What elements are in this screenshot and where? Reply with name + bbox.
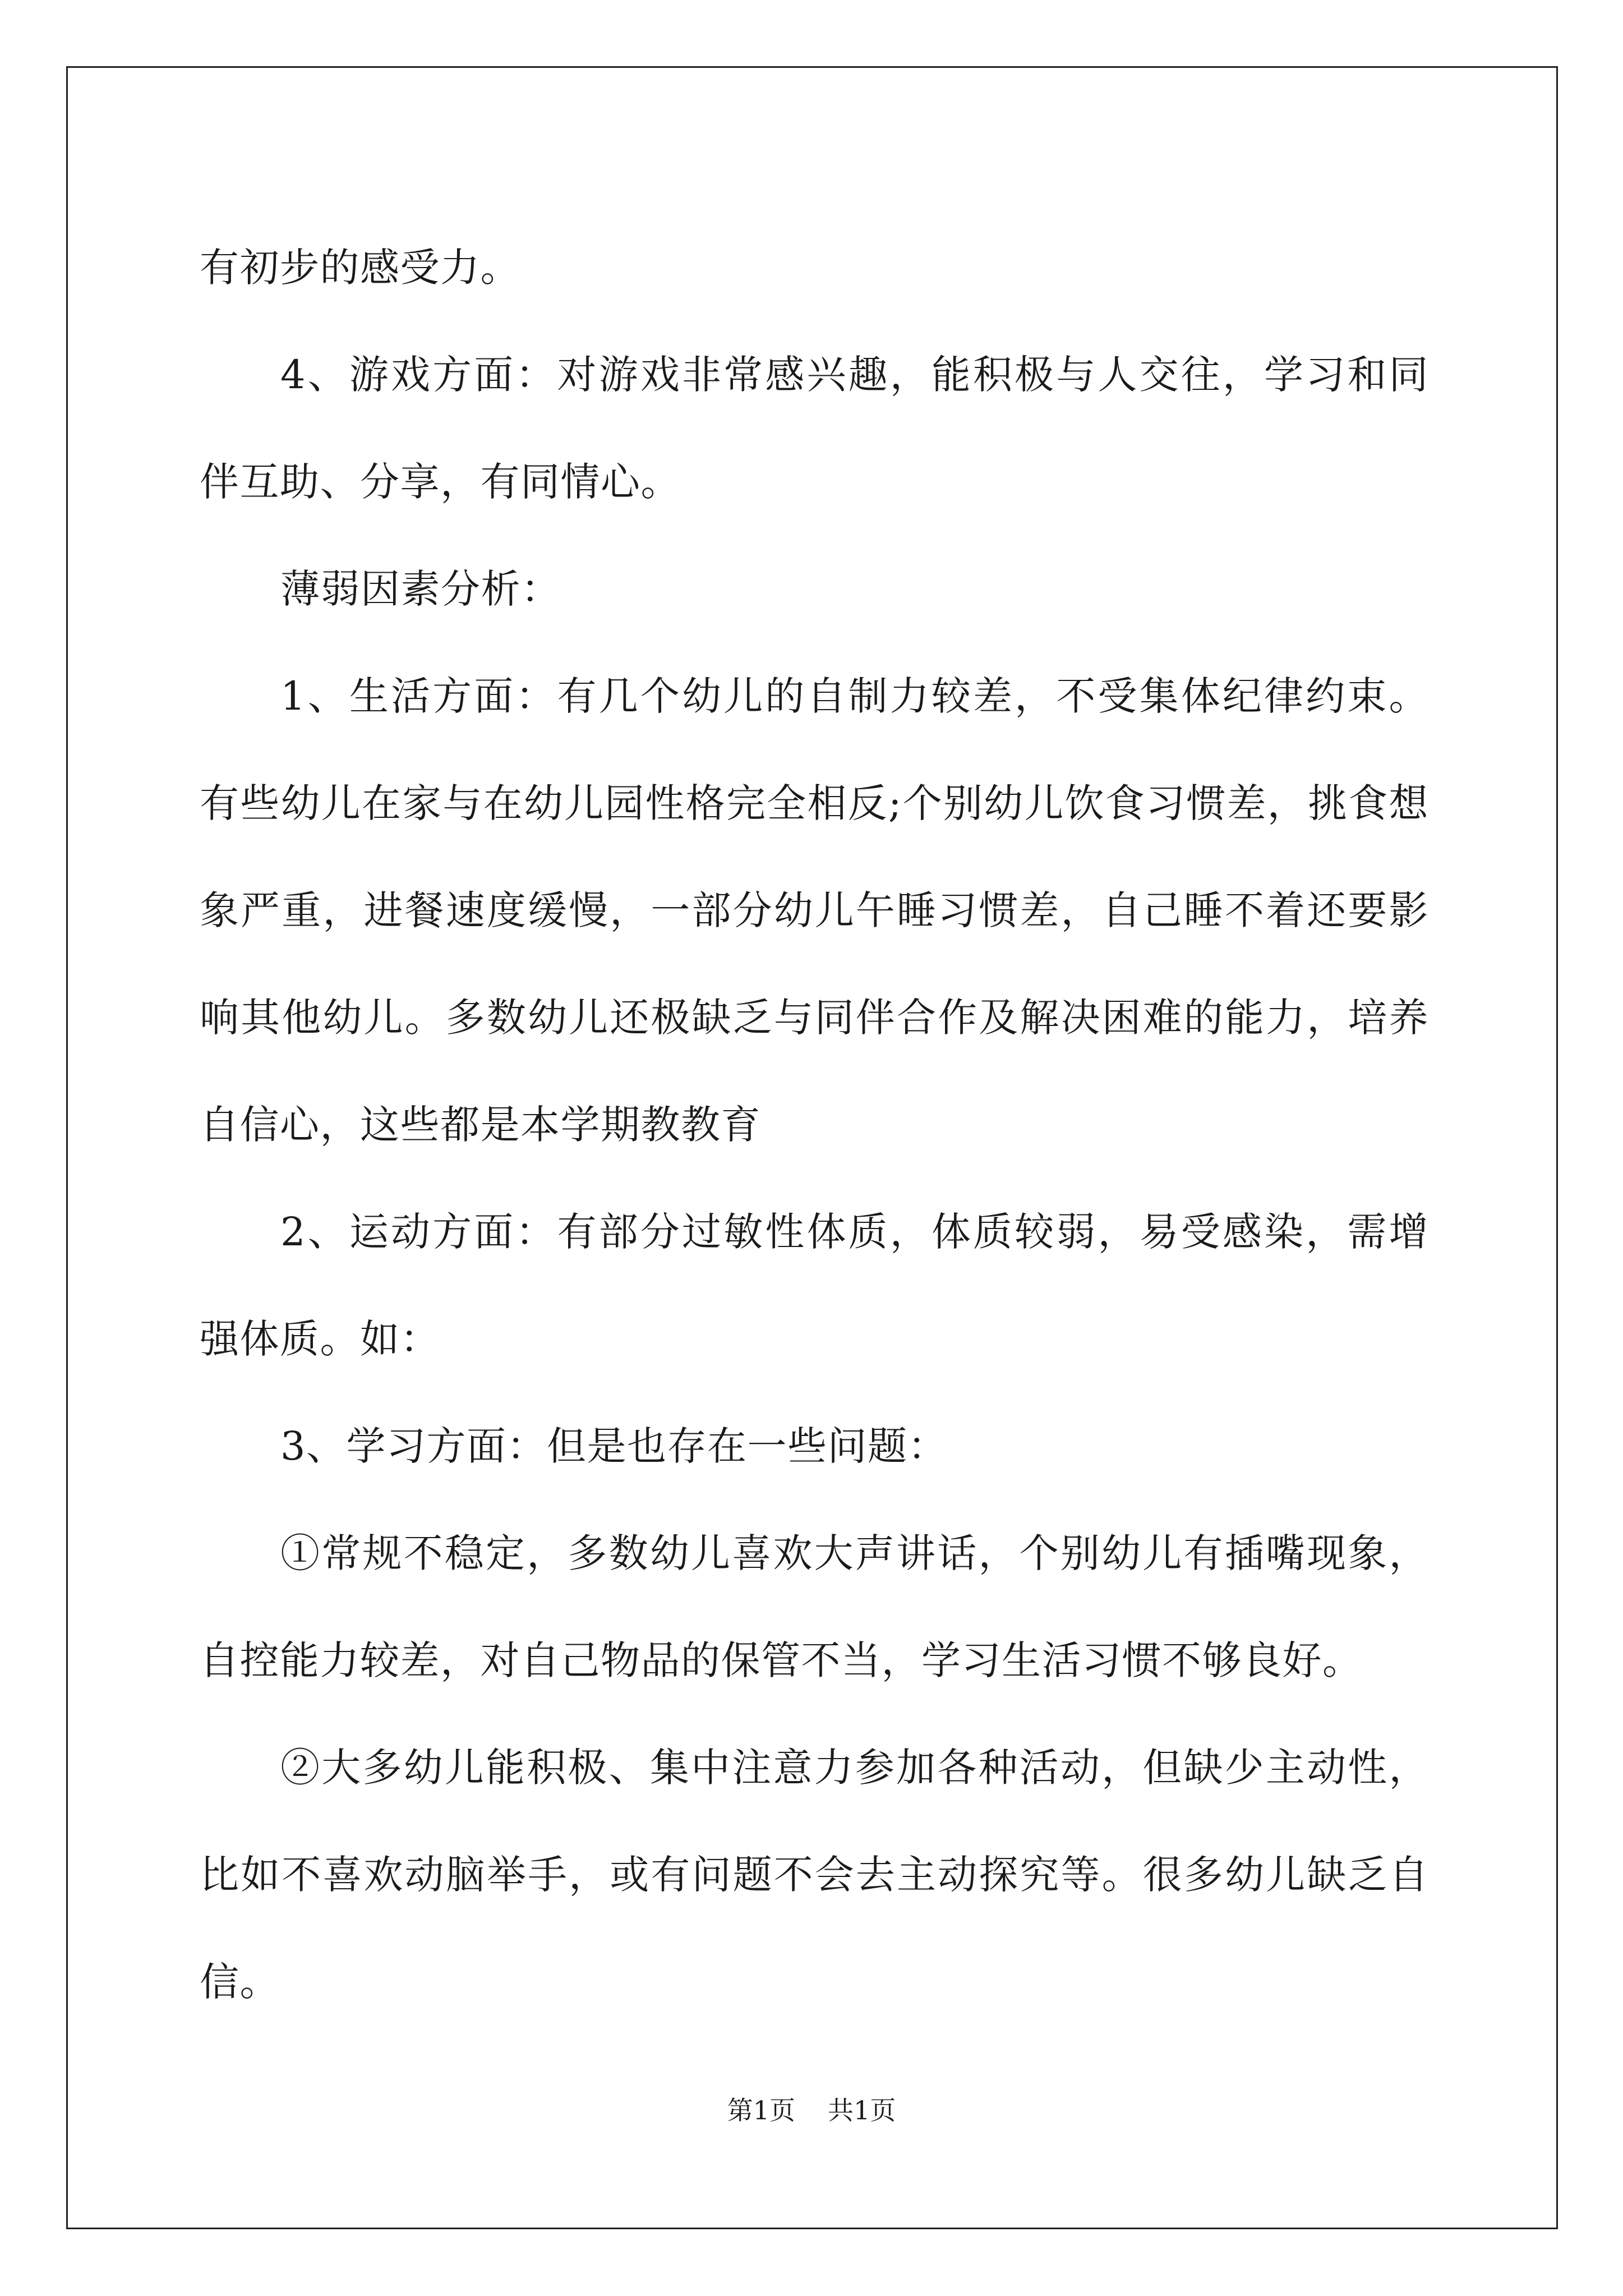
paragraph-7: ①常规不稳定，多数幼儿喜欢大声讲话，个别幼儿有插嘴现象，自控能力较差，对自己物品的保管不当，学习生活习惯不够良好。 [200, 1530, 1429, 1683]
paragraph-2: 4、游戏方面：对游戏非常感兴趣，能积极与人交往，学习和同伴互助、分享，有同情心。 [200, 352, 1429, 505]
paragraph-6: 3、学习方面：但是也存在一些问题： [280, 1423, 948, 1469]
page-number-current: 第1页 [727, 2095, 795, 2125]
paragraph-5: 2、运动方面：有部分过敏性体质，体质较弱，易受感染，需增强体质。如： [200, 1209, 1429, 1362]
paragraph-3: 薄弱因素分析： [280, 566, 561, 612]
page-number-total: 共1页 [828, 2095, 896, 2125]
paragraph-8: ②大多幼儿能积极、集中注意力参加各种活动，但缺少主动性，比如不喜欢动脑举手，或有问题不会去主动探究等。很多幼儿缺乏自信。 [200, 1745, 1429, 2005]
document-body [200, 214, 1429, 2036]
paragraph-1: 有初步的感受力。 [200, 245, 520, 291]
paragraph-4: 1、生活方面：有几个幼儿的自制力较差，不受集体纪律约束。有些幼儿在家与在幼儿园性格完全相反;个别幼儿饮食习惯差，挑食想象严重，进餐速度缓慢，一部分幼儿午睡习惯差，自己睡不着还要影响其他幼儿。多数幼儿还极缺乏与同伴合作及解决困难的能力，培养自信心，这些都是本学期教教育 [200, 673, 1429, 1148]
page-footer [0, 2093, 1623, 2127]
